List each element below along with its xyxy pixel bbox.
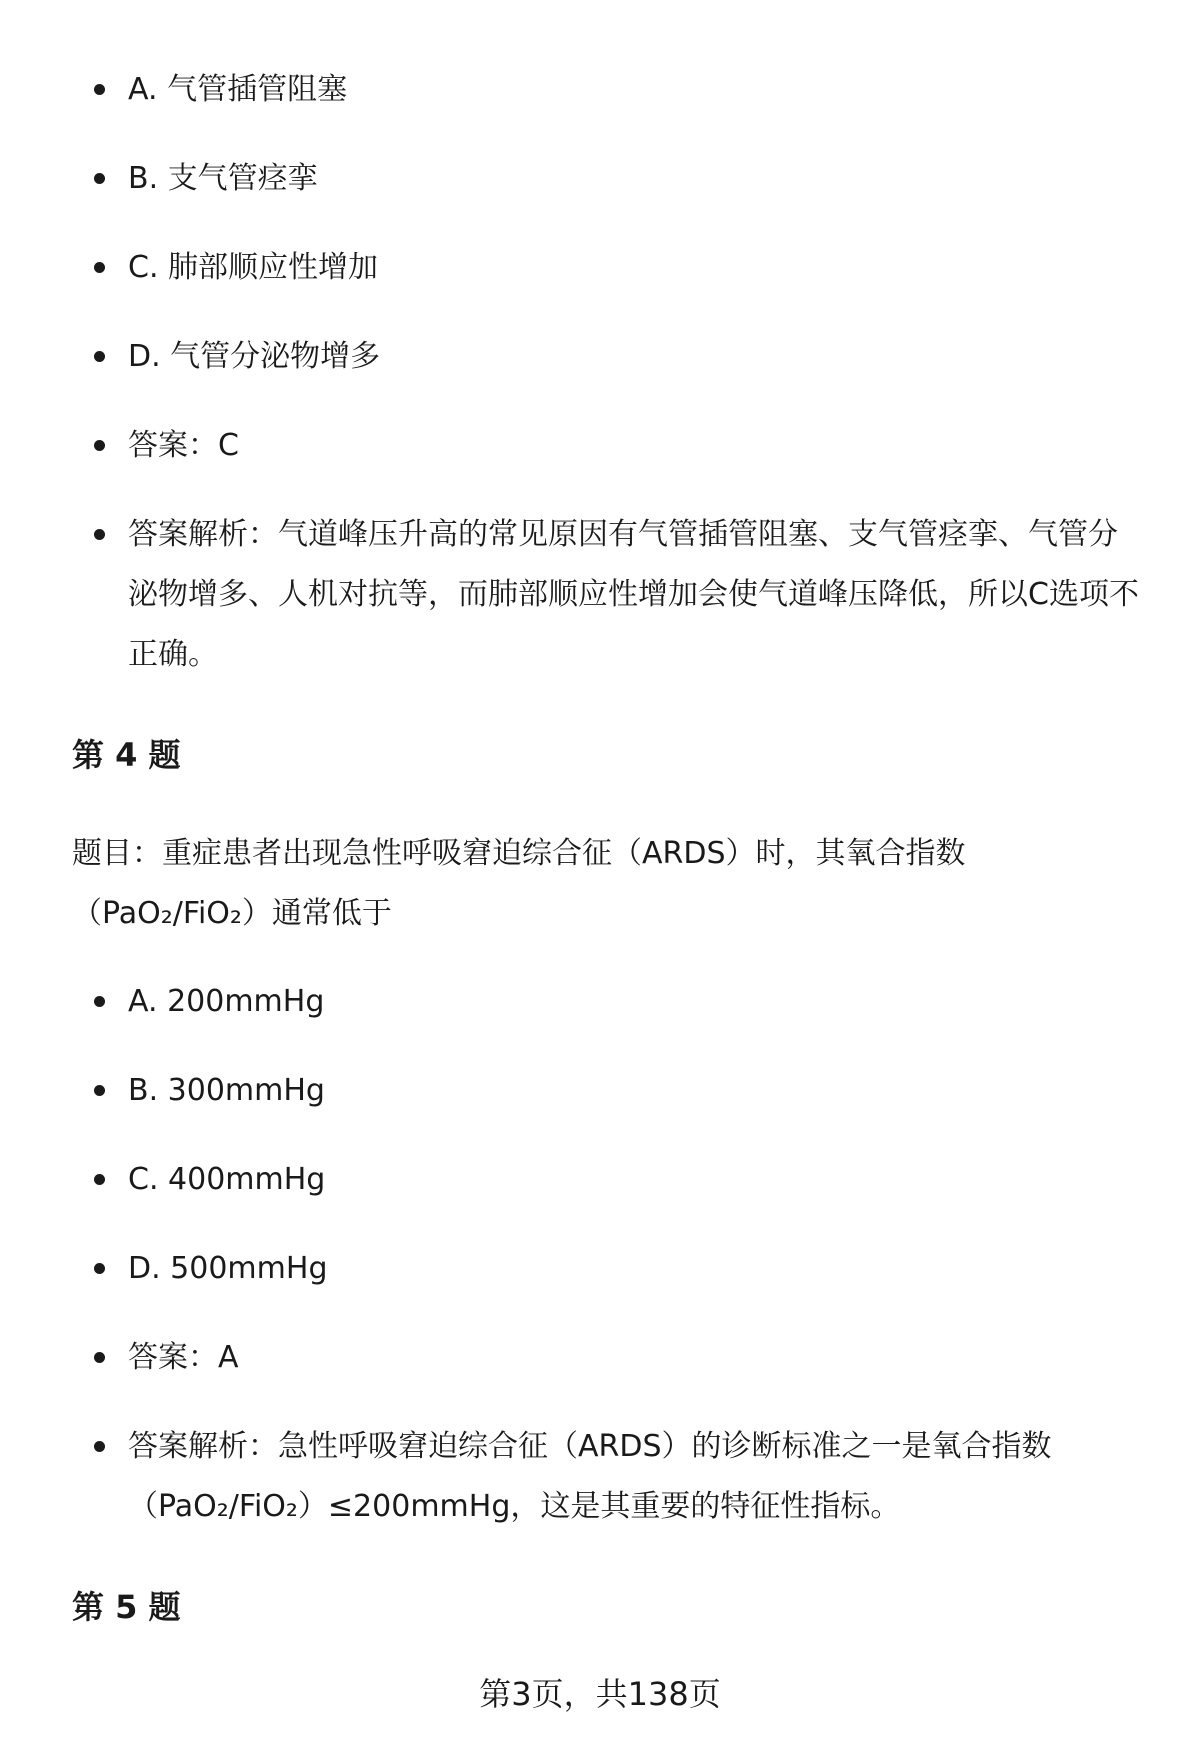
list-item	[94, 1150, 1144, 1210]
q4-analysis: 答案解析：急性呼吸窘迫综合征（ARDS）的诊断标准之一是氧合指数（PaO₂/FiO₂）≤200mmHg，这是其重要的特征性指标。	[128, 1429, 1052, 1524]
bullet-icon	[94, 996, 105, 1007]
q5-heading: 第 5 题	[72, 1588, 181, 1626]
q3-option-b: B. 支气管痉挛	[128, 161, 318, 196]
q4-option-d: D. 500mmHg	[128, 1251, 328, 1286]
q4-option-a: A. 200mmHg	[128, 984, 325, 1019]
list-item	[94, 972, 1144, 1032]
list-item	[94, 416, 1144, 476]
list-item	[94, 149, 1144, 209]
list-item	[94, 60, 1144, 120]
bullet-icon	[94, 1352, 105, 1363]
bullet-icon	[94, 529, 105, 540]
bullet-icon	[94, 262, 105, 273]
q3-option-a: A. 气管插管阻塞	[128, 72, 348, 107]
list-item	[94, 1417, 1144, 1537]
page-number-footer: 第3页，共138页	[479, 1675, 721, 1713]
q4-answer: 答案：A	[128, 1340, 239, 1375]
q3-option-d: D. 气管分泌物增多	[128, 339, 381, 374]
bullet-icon	[94, 351, 105, 362]
bullet-icon	[94, 1263, 105, 1274]
list-item	[94, 327, 1144, 387]
list-item	[94, 505, 1144, 685]
q3-analysis: 答案解析：气道峰压升高的常见原因有气管插管阻塞、支气管痉挛、气管分泌物增多、人机对抗等，而肺部顺应性增加会使气道峰压降低，所以C选项不正确。	[128, 517, 1139, 672]
list-item	[94, 238, 1144, 298]
list-item	[94, 1061, 1144, 1121]
bullet-icon	[94, 1174, 105, 1185]
bullet-icon	[94, 1441, 105, 1452]
bullet-icon	[94, 84, 105, 95]
list-item	[94, 1239, 1144, 1299]
list-item	[94, 1328, 1144, 1388]
q3-answer: 答案：C	[128, 428, 239, 463]
bullet-icon	[94, 173, 105, 184]
bullet-icon	[94, 440, 105, 451]
q3-option-c: C. 肺部顺应性增加	[128, 250, 379, 285]
q4-question: 题目：重症患者出现急性呼吸窘迫综合征（ARDS）时，其氧合指数（PaO₂/FiO₂）通常低于	[72, 836, 966, 931]
q4-option-c: C. 400mmHg	[128, 1162, 326, 1197]
bullet-icon	[94, 1085, 105, 1096]
q4-option-b: B. 300mmHg	[128, 1073, 325, 1108]
q4-heading: 第 4 题	[72, 736, 181, 774]
